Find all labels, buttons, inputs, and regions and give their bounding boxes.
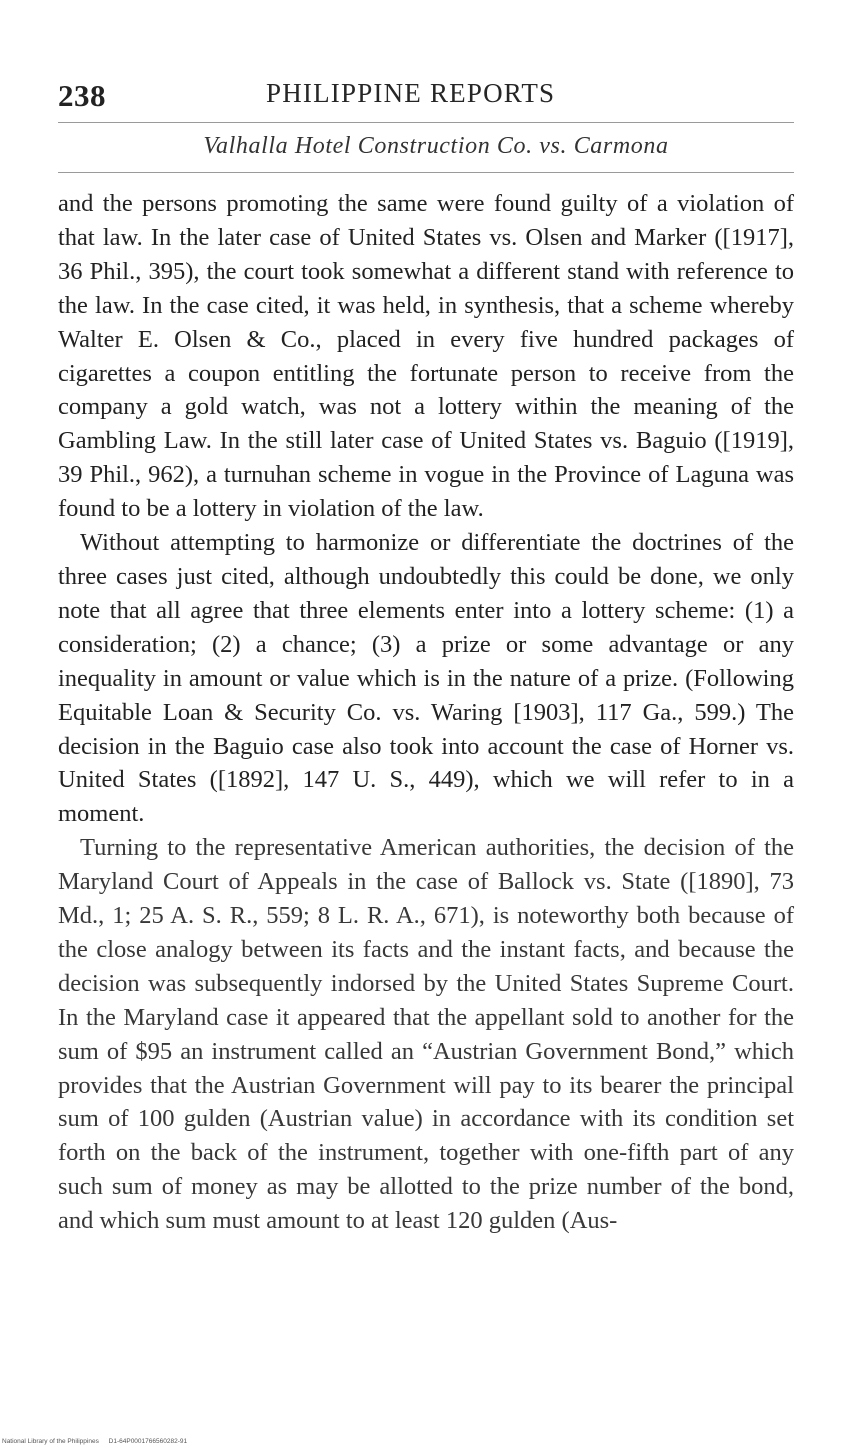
paragraph-3: Turning to the representative American authorities, the decision of the Maryland Court of Appeals in the case of Ballock vs. State ([1890], 73 Md., 1; 25 A. S. R., 559; 8 L. R. A., 671), is noteworthy both because of the close analogy between its facts and the instant facts, and because the decision was subsequently indorsed by the United States Supreme Court. In the Maryland case it appeared that the appellant sold to another for the sum of $95 an instrument called an “Austrian Government Bond,” which provides that the Austrian Government will pay to its bearer the principal sum of 100 gulden (Austrian value) in accordance with its condition set forth on the back of the instrument, together with one-fifth part of any such sum of money as may be allotted to the prize number of the bond, and which sum must amount to at least 120 gulden (Aus- [58, 834, 794, 1235]
page-number: 238 [58, 78, 106, 113]
report-page [58, 72, 794, 1238]
opinion-body [58, 187, 794, 1238]
report-title: PHILIPPINE REPORTS [266, 78, 556, 108]
case-caption: Valhalla Hotel Construction Co. vs. Carmona [203, 133, 669, 159]
paragraph-1: and the persons promoting the same were found guilty of a violation of that law. In the later case of United States vs. Olsen and Marker ([1917], 36 Phil., 395), the court took somewhat a different stand with reference to the law. In the case cited, it was held, in synthesis, that a scheme whereby Walter E. Olsen & Co., placed in every five hundred packages of cigarettes a coupon entitling the fortunate person to receive from the company a gold watch, was not a lottery within the meaning of the Gambling Law. In the still later case of United States vs. Baguio ([1919], 39 Phil., 962), a turnuhan scheme in vogue in the Province of Laguna was found to be a lottery in violation of the law. [58, 190, 794, 523]
scan-footer [2, 1438, 187, 1445]
page-header [58, 72, 794, 122]
footer-code: D1-64P0001766560282-91 [108, 1438, 188, 1445]
paragraph-2: Without attempting to harmonize or differentiate the doctrines of the three cases just cited, although undoubtedly this could be done, we only note that all agree that three elements enter into a lottery scheme: (1) a consideration; (2) a chance; (3) a prize or some advantage or any inequality in amount or value which is in the nature of a prize. (Following Equitable Loan & Security Co. vs. Waring [1903], 117 Ga., 599.) The decision in the Baguio case also took into account the case of Horner vs. United States ([1892], 147 U. S., 449), which we will refer to in a moment. [58, 529, 794, 828]
caption-rule [58, 172, 794, 173]
footer-library: National Library of the Philippines [2, 1438, 99, 1445]
